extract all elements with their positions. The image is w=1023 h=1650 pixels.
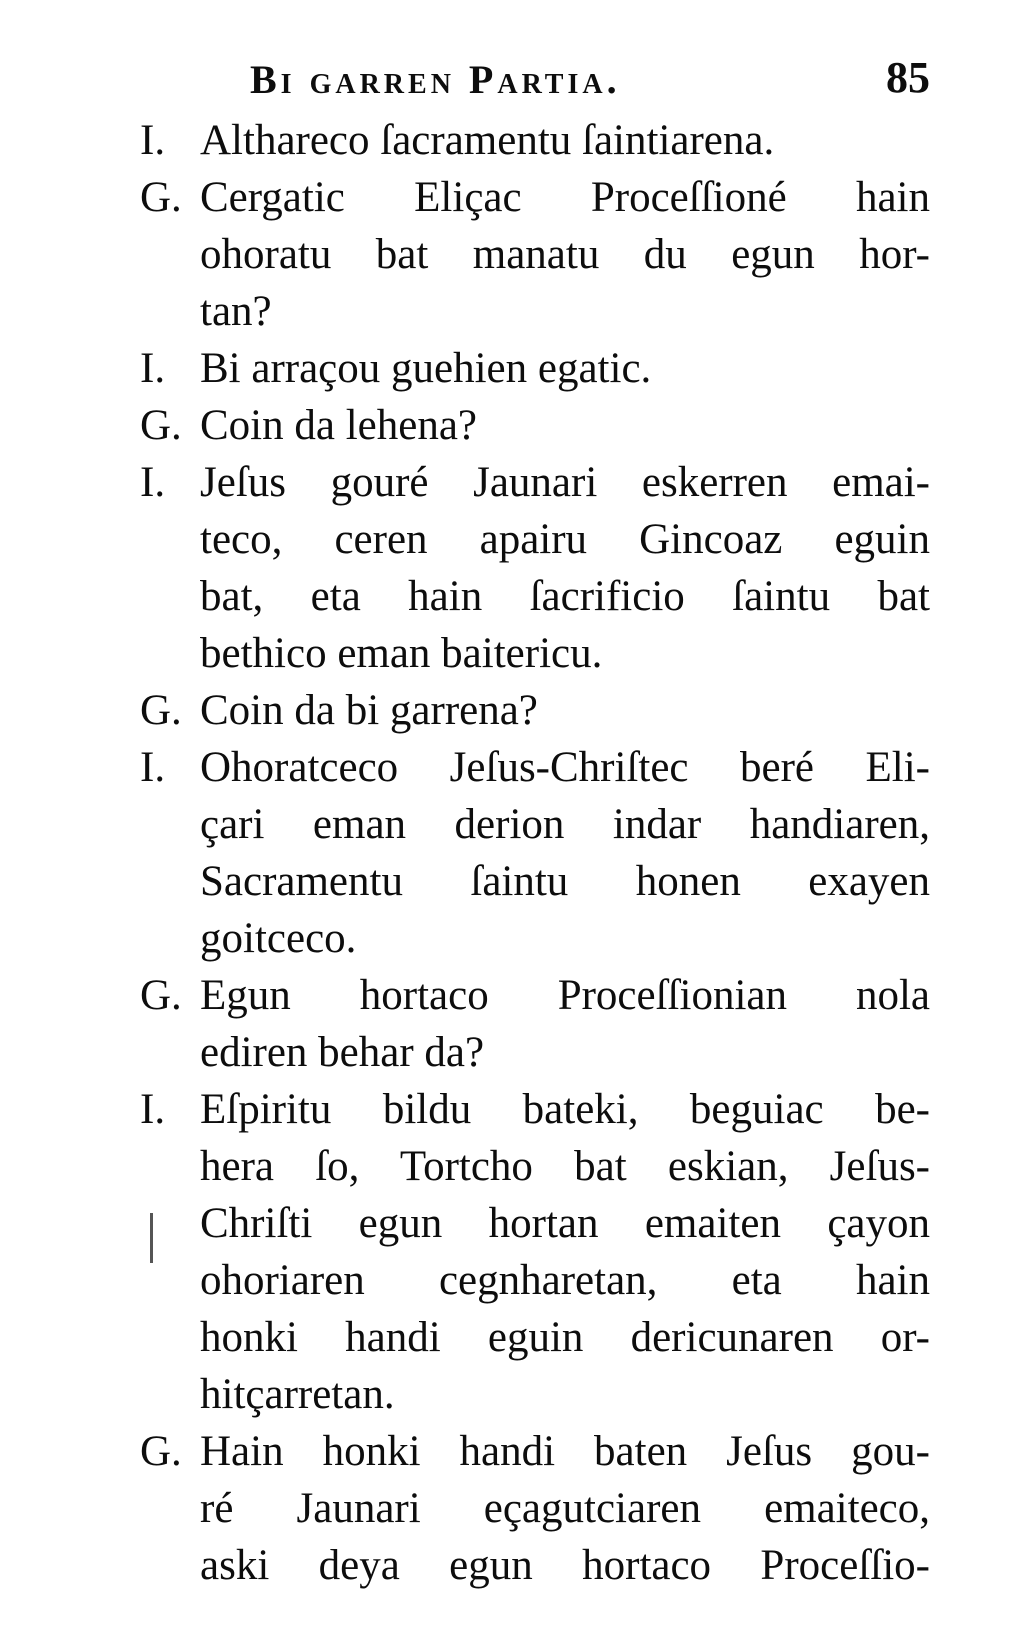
question-entry bbox=[140, 967, 930, 1081]
text-line: Hain honki handi baten Jeſus gou- bbox=[200, 1428, 930, 1475]
speaker-label: I. bbox=[140, 744, 166, 791]
question-entry bbox=[140, 397, 930, 454]
text-line: Chriſti egun hortan emaiten çayon bbox=[200, 1200, 930, 1247]
text-line: hitçarretan. bbox=[200, 1371, 395, 1418]
text-line: Cergatic Eliçac Proceſſioné hain bbox=[200, 174, 930, 221]
text-line: teco, ceren apairu Gincoaz eguin bbox=[200, 516, 930, 563]
text-line: bethico eman baitericu. bbox=[200, 630, 603, 677]
text-line: Sacramentu ſaintu honen exayen bbox=[200, 858, 930, 905]
text-line: Coin da bi garrena? bbox=[200, 687, 538, 734]
text-line: Althareco ſacramentu ſaintiarena. bbox=[200, 117, 775, 164]
text-line: Bi arraçou guehien egatic. bbox=[200, 345, 652, 392]
speaker-label: G. bbox=[140, 402, 182, 449]
speaker-label: I. bbox=[140, 459, 166, 506]
answer-entry bbox=[140, 1081, 930, 1423]
speaker-label: I. bbox=[140, 1086, 166, 1133]
answer-entry bbox=[140, 112, 930, 169]
speaker-label: G. bbox=[140, 174, 182, 221]
text-line: ré Jaunari eçagutciaren emaiteco, bbox=[200, 1485, 930, 1532]
answer-entry bbox=[140, 739, 930, 967]
question-entry bbox=[140, 169, 930, 340]
speaker-label: G. bbox=[140, 687, 182, 734]
answer-entry bbox=[140, 454, 930, 682]
page-header bbox=[250, 52, 930, 112]
text-line: ohoratu bat manatu du egun hor- bbox=[200, 231, 930, 278]
speaker-label: I. bbox=[140, 345, 166, 392]
text-line: Egun hortaco Proceſſionian nola bbox=[200, 972, 930, 1019]
text-line: honki handi eguin dericunaren or- bbox=[200, 1314, 930, 1361]
text-line: Jeſus gouré Jaunari eskerren emai- bbox=[200, 459, 930, 506]
speaker-label: G. bbox=[140, 1428, 182, 1475]
page-number: 85 bbox=[886, 53, 930, 102]
question-entry bbox=[140, 1423, 930, 1594]
text-line: tan? bbox=[200, 288, 272, 335]
speaker-label: G. bbox=[140, 972, 182, 1019]
answer-entry bbox=[140, 340, 930, 397]
text-line: ediren behar da? bbox=[200, 1029, 485, 1076]
speaker-label: I. bbox=[140, 117, 166, 164]
text-line: goitceco. bbox=[200, 915, 357, 962]
text-line: aski deya egun hortaco Proceſſio- bbox=[200, 1542, 930, 1589]
text-line: Eſpiritu bildu bateki, beguiac be- bbox=[200, 1086, 930, 1133]
running-head: Bi garren Partia. bbox=[250, 57, 621, 102]
question-entry bbox=[140, 682, 930, 739]
text-line: çari eman derion indar handiaren, bbox=[200, 801, 930, 848]
text-line: bat, eta hain ſacrificio ſaintu bat bbox=[200, 573, 930, 620]
catechism-text bbox=[140, 112, 930, 1594]
text-line: Coin da lehena? bbox=[200, 402, 478, 449]
text-line: Ohoratceco Jeſus-Chriſtec beré Eli- bbox=[200, 744, 930, 791]
text-line: hera ſo, Tortcho bat eskian, Jeſus- bbox=[200, 1143, 930, 1190]
text-line: ohoriaren cegnharetan, eta hain bbox=[200, 1257, 930, 1304]
